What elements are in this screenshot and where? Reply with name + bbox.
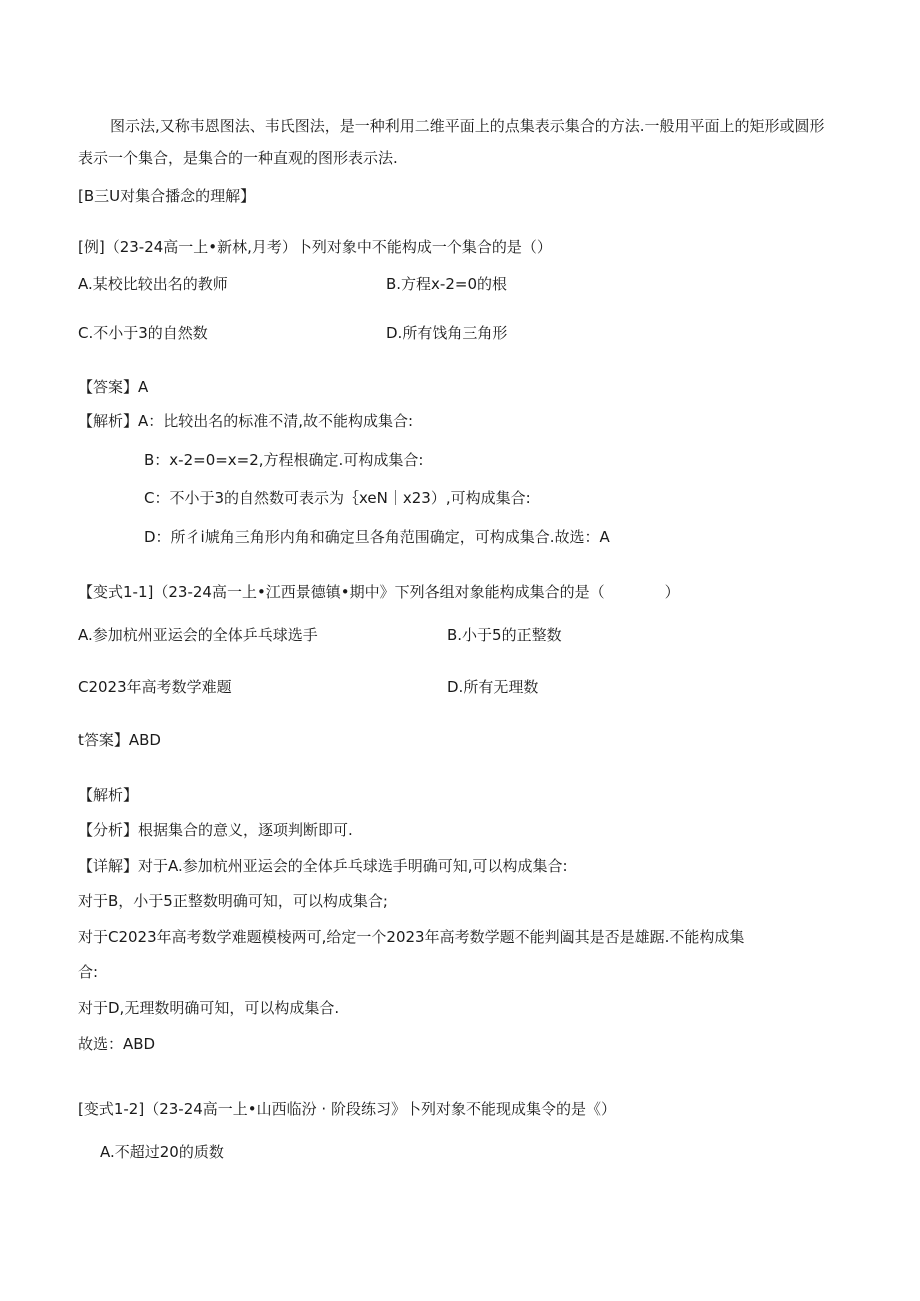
variant2-option-a: A.不超过20的质数 (100, 1143, 224, 1161)
variant1-option-d: D.所有无理数 (447, 678, 539, 696)
example-answer: 【答案】A (78, 378, 149, 396)
variant1-detail-c-line1: 对于C2023年高考数学难题模棱两可,给定一个2023年高考数学题不能判阖其是否是雄踞.不能构成集 (78, 928, 745, 946)
variant1-detail-c-line2: 合: (78, 963, 99, 981)
variant1-question: 【变式1-1]（23-24高一上•江西景德镇•期中》下列各组对象能构成集合的是（ ） (78, 583, 680, 601)
intro-line-2: 表示一个集合，是集合的一种直观的图形表示法. (78, 149, 398, 167)
example-option-a: A.某校比较出名的教师 (78, 275, 228, 293)
variant1-choice: 故选：ABD (78, 1035, 156, 1053)
intro-line-1: 图示法,又称韦恩图法、韦氏图法，是一种利用二维平面上的点集表示集合的方法.一般用平面上的矩形或圆形 (110, 117, 825, 135)
example-analysis-c: C：不小于3的自然数可表示为｛xeN｜x23）,可构成集合: (144, 489, 531, 507)
variant1-option-a: A.参加杭州亚运会的全体乒乓球选手 (78, 626, 318, 644)
example-analysis-a: 【解析】A：比较出名的标准不清,故不能构成集合: (78, 412, 414, 430)
variant1-option-c: C2023年高考数学难题 (78, 678, 232, 696)
variant1-detail-a: 【详解】对于A.参加杭州亚运会的全体乒乓球选手明确可知,可以构成集合: (78, 857, 568, 875)
variant1-analysis-label: 【解析】 (78, 786, 139, 804)
example-question: [例]（23-24高一上•新林,月考）卜列对象中不能构成一个集合的是（） (78, 238, 552, 256)
variant1-analysis-summary: 【分析】根据集合的意义，逐项判断即可. (78, 821, 353, 839)
variant1-answer: t答案】ABD (78, 731, 161, 749)
variant1-option-b: B.小于5的正整数 (447, 626, 562, 644)
section-heading: [B三U对集合播念的理解】 (78, 187, 256, 205)
example-option-c: C.不小于3的自然数 (78, 324, 208, 342)
variant1-detail-d: 对于D,无理数明确可知，可以构成集合. (78, 999, 340, 1017)
example-analysis-b: B：x-2=0=x=2,方程根确定.可构成集合: (144, 451, 424, 469)
example-option-b: B.方程x-2=0的根 (386, 275, 508, 293)
variant1-detail-b: 对于B，小于5正整数明确可知，可以构成集合; (78, 892, 388, 910)
example-analysis-d: D：所彳i虓角三角形内角和确定旦各角范围确定，可构成集合.故选：A (144, 528, 610, 546)
variant2-question: [变式1-2]（23-24高一上•山西临汾 · 阶段练习》卜列对象不能现成集令的是《） (78, 1100, 616, 1118)
example-option-d: D.所有饯角三角形 (386, 324, 508, 342)
